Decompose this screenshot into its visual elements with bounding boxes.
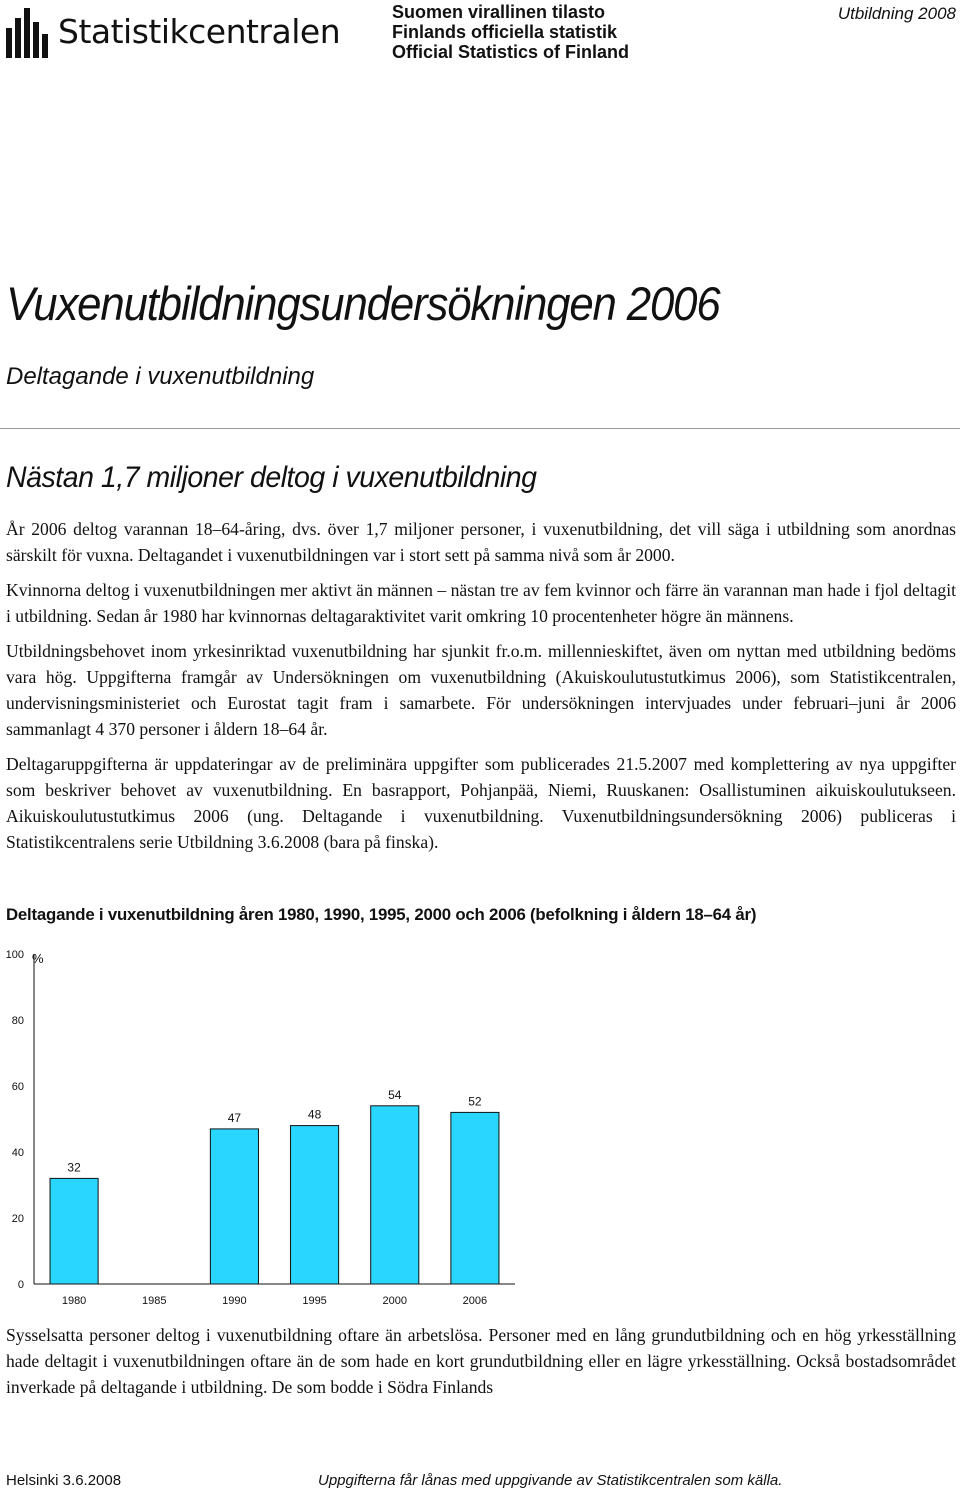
y-tick-label: 20 xyxy=(11,1213,24,1225)
paragraph: Deltagaruppgifterna är uppdateringar av de preliminära uppgifter som publicerades 21.5.2007 med komplettering av nya uppgifter som beskriver behovet av vuxenutbildning. En basrapport, Pohjanpää, Niemi, Ruuskanen: Osallistuminen aikuiskoulutukseen. Aikuiskoulutustutkimus 2006 (ung. Deltagande i vuxenutbildning. Vuxenutbildningsundersökning 2006) publiceras i Statistikcentralens serie Utbildning 3.6.2008 (bara på finska). xyxy=(6,754,956,852)
x-tick-label: 1980 xyxy=(61,1295,87,1307)
bar xyxy=(210,1129,258,1284)
footer-source-note: Uppgifterna får lånas med uppgivande av Statistikcentralen som källa. xyxy=(318,1472,783,1489)
bar-value-label: 48 xyxy=(307,1107,322,1122)
divider xyxy=(0,428,960,429)
logo-text: Statistikcentralen xyxy=(58,12,341,51)
y-tick-label: 0 xyxy=(17,1279,24,1291)
y-tick-label: 80 xyxy=(11,1015,24,1027)
x-tick-label: 1985 xyxy=(142,1295,167,1307)
bar xyxy=(451,1112,499,1284)
page-subtitle: Deltagande i vuxenutbildning xyxy=(6,363,315,390)
x-tick-label: 1990 xyxy=(222,1295,247,1307)
y-tick-label: 60 xyxy=(11,1081,24,1093)
x-tick-label: 2006 xyxy=(462,1295,488,1307)
paragraph: Kvinnorna deltog i vuxenutbildningen mer aktivt än männen – nästan tre av fem kvinnor och färre än varannan man hade i fjol deltagit i utbildning. Sedan år 1980 har kvinnornas deltagaraktivitet varit omkring 10 procentenheter högre än männens. xyxy=(6,580,956,626)
bar-value-label: 47 xyxy=(227,1110,242,1125)
bar-value-label: 32 xyxy=(67,1160,81,1175)
x-tick-label: 2000 xyxy=(382,1295,407,1307)
series-line: Finlands officiella statistik xyxy=(392,22,618,42)
bar xyxy=(50,1178,98,1284)
y-tick-label: 40 xyxy=(11,1147,24,1159)
statistics-finland-logo xyxy=(4,4,341,62)
bar-chart xyxy=(0,945,520,1315)
series-line: Official Statistics of Finland xyxy=(392,42,630,62)
paragraph: År 2006 deltog varannan 18–64-åring, dvs. över 1,7 miljoner personer, i vuxenutbildning, det vill säga i utbildning som anordnas särskilt för vuxna. Deltagandet i vuxenutbildningen var i stort sett på samma nivå som år 2000. xyxy=(6,519,956,565)
bar xyxy=(371,1106,419,1284)
paragraph: Sysselsatta personer deltog i vuxenutbildning oftare än arbetslösa. Personer med en lång grundutbildning och en hög yrkesställning hade deltagit i vuxenutbildningen oftare än de som hade en kort grundutbildning eller en lägre yrkesställning. Också bostadsområdet inverkade på deltagande i utbildning. De som bodde i Södra Finlands xyxy=(6,1325,956,1397)
y-tick-label: 100 xyxy=(5,949,24,961)
body-text xyxy=(6,516,956,864)
y-axis-label: % xyxy=(32,951,44,966)
official-statistics-label xyxy=(392,2,629,62)
logo-mark-icon xyxy=(4,6,50,60)
bar xyxy=(291,1126,339,1284)
footer-date: Helsinki 3.6.2008 xyxy=(6,1472,122,1489)
figure-title: Deltagande i vuxenutbildning åren 1980, 1990, 1995, 2000 och 2006 (befolkning i åldern 18–64 år) xyxy=(6,905,757,924)
paragraph: Utbildningsbehovet inom yrkesinriktad vuxenutbildning har sjunkit fr.o.m. millennieskiftet, även om nyttan med utbildning bedöms vara hög. Uppgifterna framgår av Undersökningen om vuxenutbildning (Akuiskoulutustutkimus 2006), som Statistikcentralen, undervisningsministeriet och Eurostat tagit fram i samarbete. För undersökningen intervjuades under februari–juni år 2006 sammanlagt 4 370 personer i åldern 18–64 år. xyxy=(6,641,956,739)
x-tick-label: 1995 xyxy=(302,1295,327,1307)
bar-value-label: 54 xyxy=(388,1087,402,1102)
bar-value-label: 52 xyxy=(468,1094,482,1109)
section-heading: Nästan 1,7 miljoner deltog i vuxenutbildning xyxy=(6,461,537,494)
body-text-continued xyxy=(6,1322,956,1409)
publication-label: Utbildning 2008 xyxy=(837,4,956,23)
page-title: Vuxenutbildningsundersökningen 2006 xyxy=(6,277,720,330)
series-line: Suomen virallinen tilasto xyxy=(392,2,606,22)
